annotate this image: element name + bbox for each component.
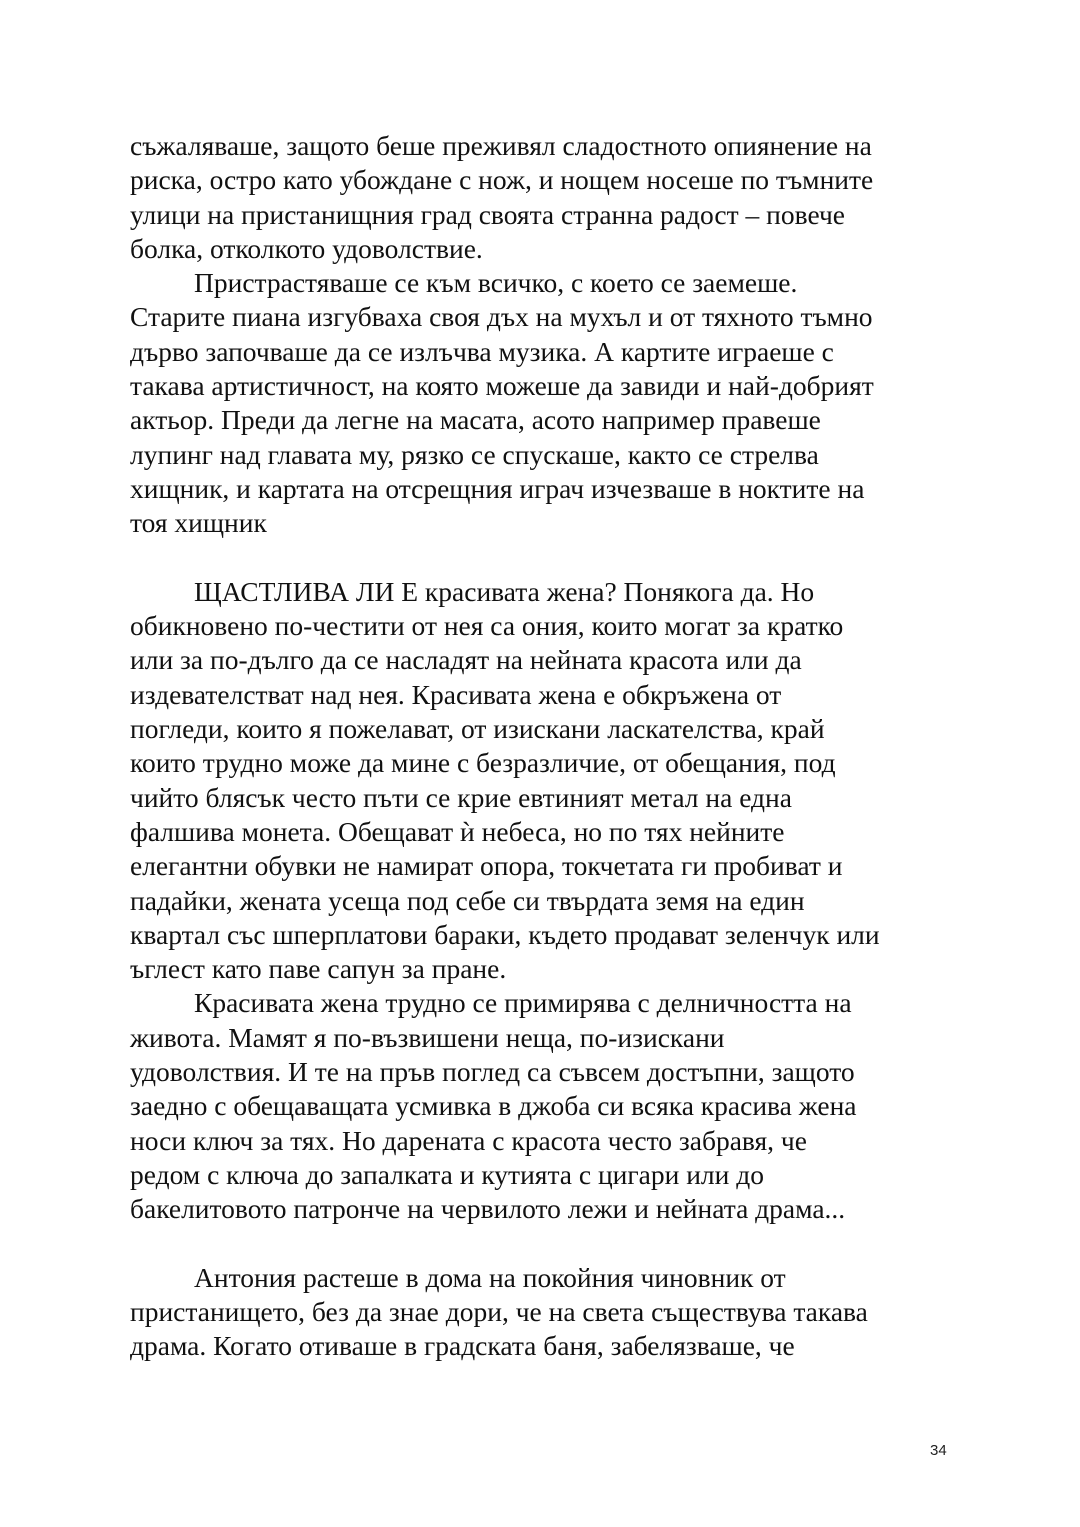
text-line: фалшива монета. Обещават ѝ небеса, но по тях нейните [130,815,785,847]
text-line: Красивата жена трудно се примирява с делничността на [194,987,852,1019]
text-line: Старите пиана изгубваха своя дъх на мухъл и от тяхното тъмно [130,301,873,333]
paragraph [130,986,960,1226]
paragraph-gap [130,1227,960,1261]
paragraph [130,129,960,266]
text-line: хищник, и картата на отсрещния играч изчезваше в ноктите на [130,472,865,504]
paragraph [130,266,960,540]
paragraph [130,575,960,987]
text-line: падайки, жената усеща под себе си твърдата земя на един [130,884,805,916]
text-line: или за по-дълго да се насладят на нейната красота или да [130,644,802,676]
text-line: квартал със шперплатови бараки, където продават зеленчук или [130,918,880,950]
text-line: драма. Когато отиваше в градската баня, забелязваше, че [130,1330,795,1362]
text-line: живота. Мамят я по-възвишени неща, по-изискани [130,1021,725,1053]
text-line: актьор. Преди да легне на масата, асото например правеше [130,404,821,436]
text-line: редом с ключа до запалката и кутията с цигари или до [130,1158,764,1190]
text-line: Антония растеше в дома на покойния чиновник от [194,1261,786,1293]
text-line: заедно с обещаващата усмивка в джоба си всяка красива жена [130,1090,857,1122]
paragraph-gap [130,541,960,575]
text-line: лупинг над главата му, рязко се спускаше, както се стрелва [130,438,819,470]
text-line: Пристрастяваше се към всичко, с което се заемеше. [194,267,798,299]
text-line: съжаляваше, защото беше преживял сладостното опиянение на [130,130,872,161]
text-line: пристанището, без да знае дори, че на света съществува такава [130,1296,868,1328]
text-line: тоя хищник [130,507,267,539]
text-line: ЩАСТЛИВА ЛИ Е красивата жена? Понякога да. Но [194,575,815,607]
text-line: издевателстват над нея. Красивата жена е обкръжена от [130,678,782,710]
text-line: дърво започваше да се излъчва музика. А картите играеше с [130,335,834,367]
text-line: елегантни обувки не намират опора, токчетата ги пробиват и [130,850,843,882]
text-line: ъглест като паве сапун за пране. [130,953,507,985]
page-number: 34 [930,1442,947,1459]
text-line: обикновено по-честити от нея са ония, които могат за кратко [130,610,844,642]
text-line: удоволствия. И те на пръв поглед са съвсем достъпни, защото [130,1056,855,1088]
text-line: носи ключ за тях. Но дарената с красота често забравя, че [130,1124,807,1156]
text-line: погледи, които я пожелават, от изискани ласкателства, край [130,713,825,745]
text-line: болка, отколкото удоволствие. [130,232,483,264]
text-line: чийто блясък често пъти се крие евтиният метал на една [130,781,792,813]
text-line: риска, остро като убождане с нож, и нощем носеше по тъмните [130,164,874,196]
body-text [130,129,960,1364]
text-line: бакелитовото патронче на червилото лежи и нейната драма... [130,1193,846,1225]
paragraph [130,1261,960,1364]
text-line: улици на пристанищния град своята странна радост – повече [130,198,845,230]
text-line: такава артистичност, на която можеше да завиди и най-добрият [130,370,874,402]
text-line: които трудно може да мине с безразличие, от обещания, под [130,747,836,779]
